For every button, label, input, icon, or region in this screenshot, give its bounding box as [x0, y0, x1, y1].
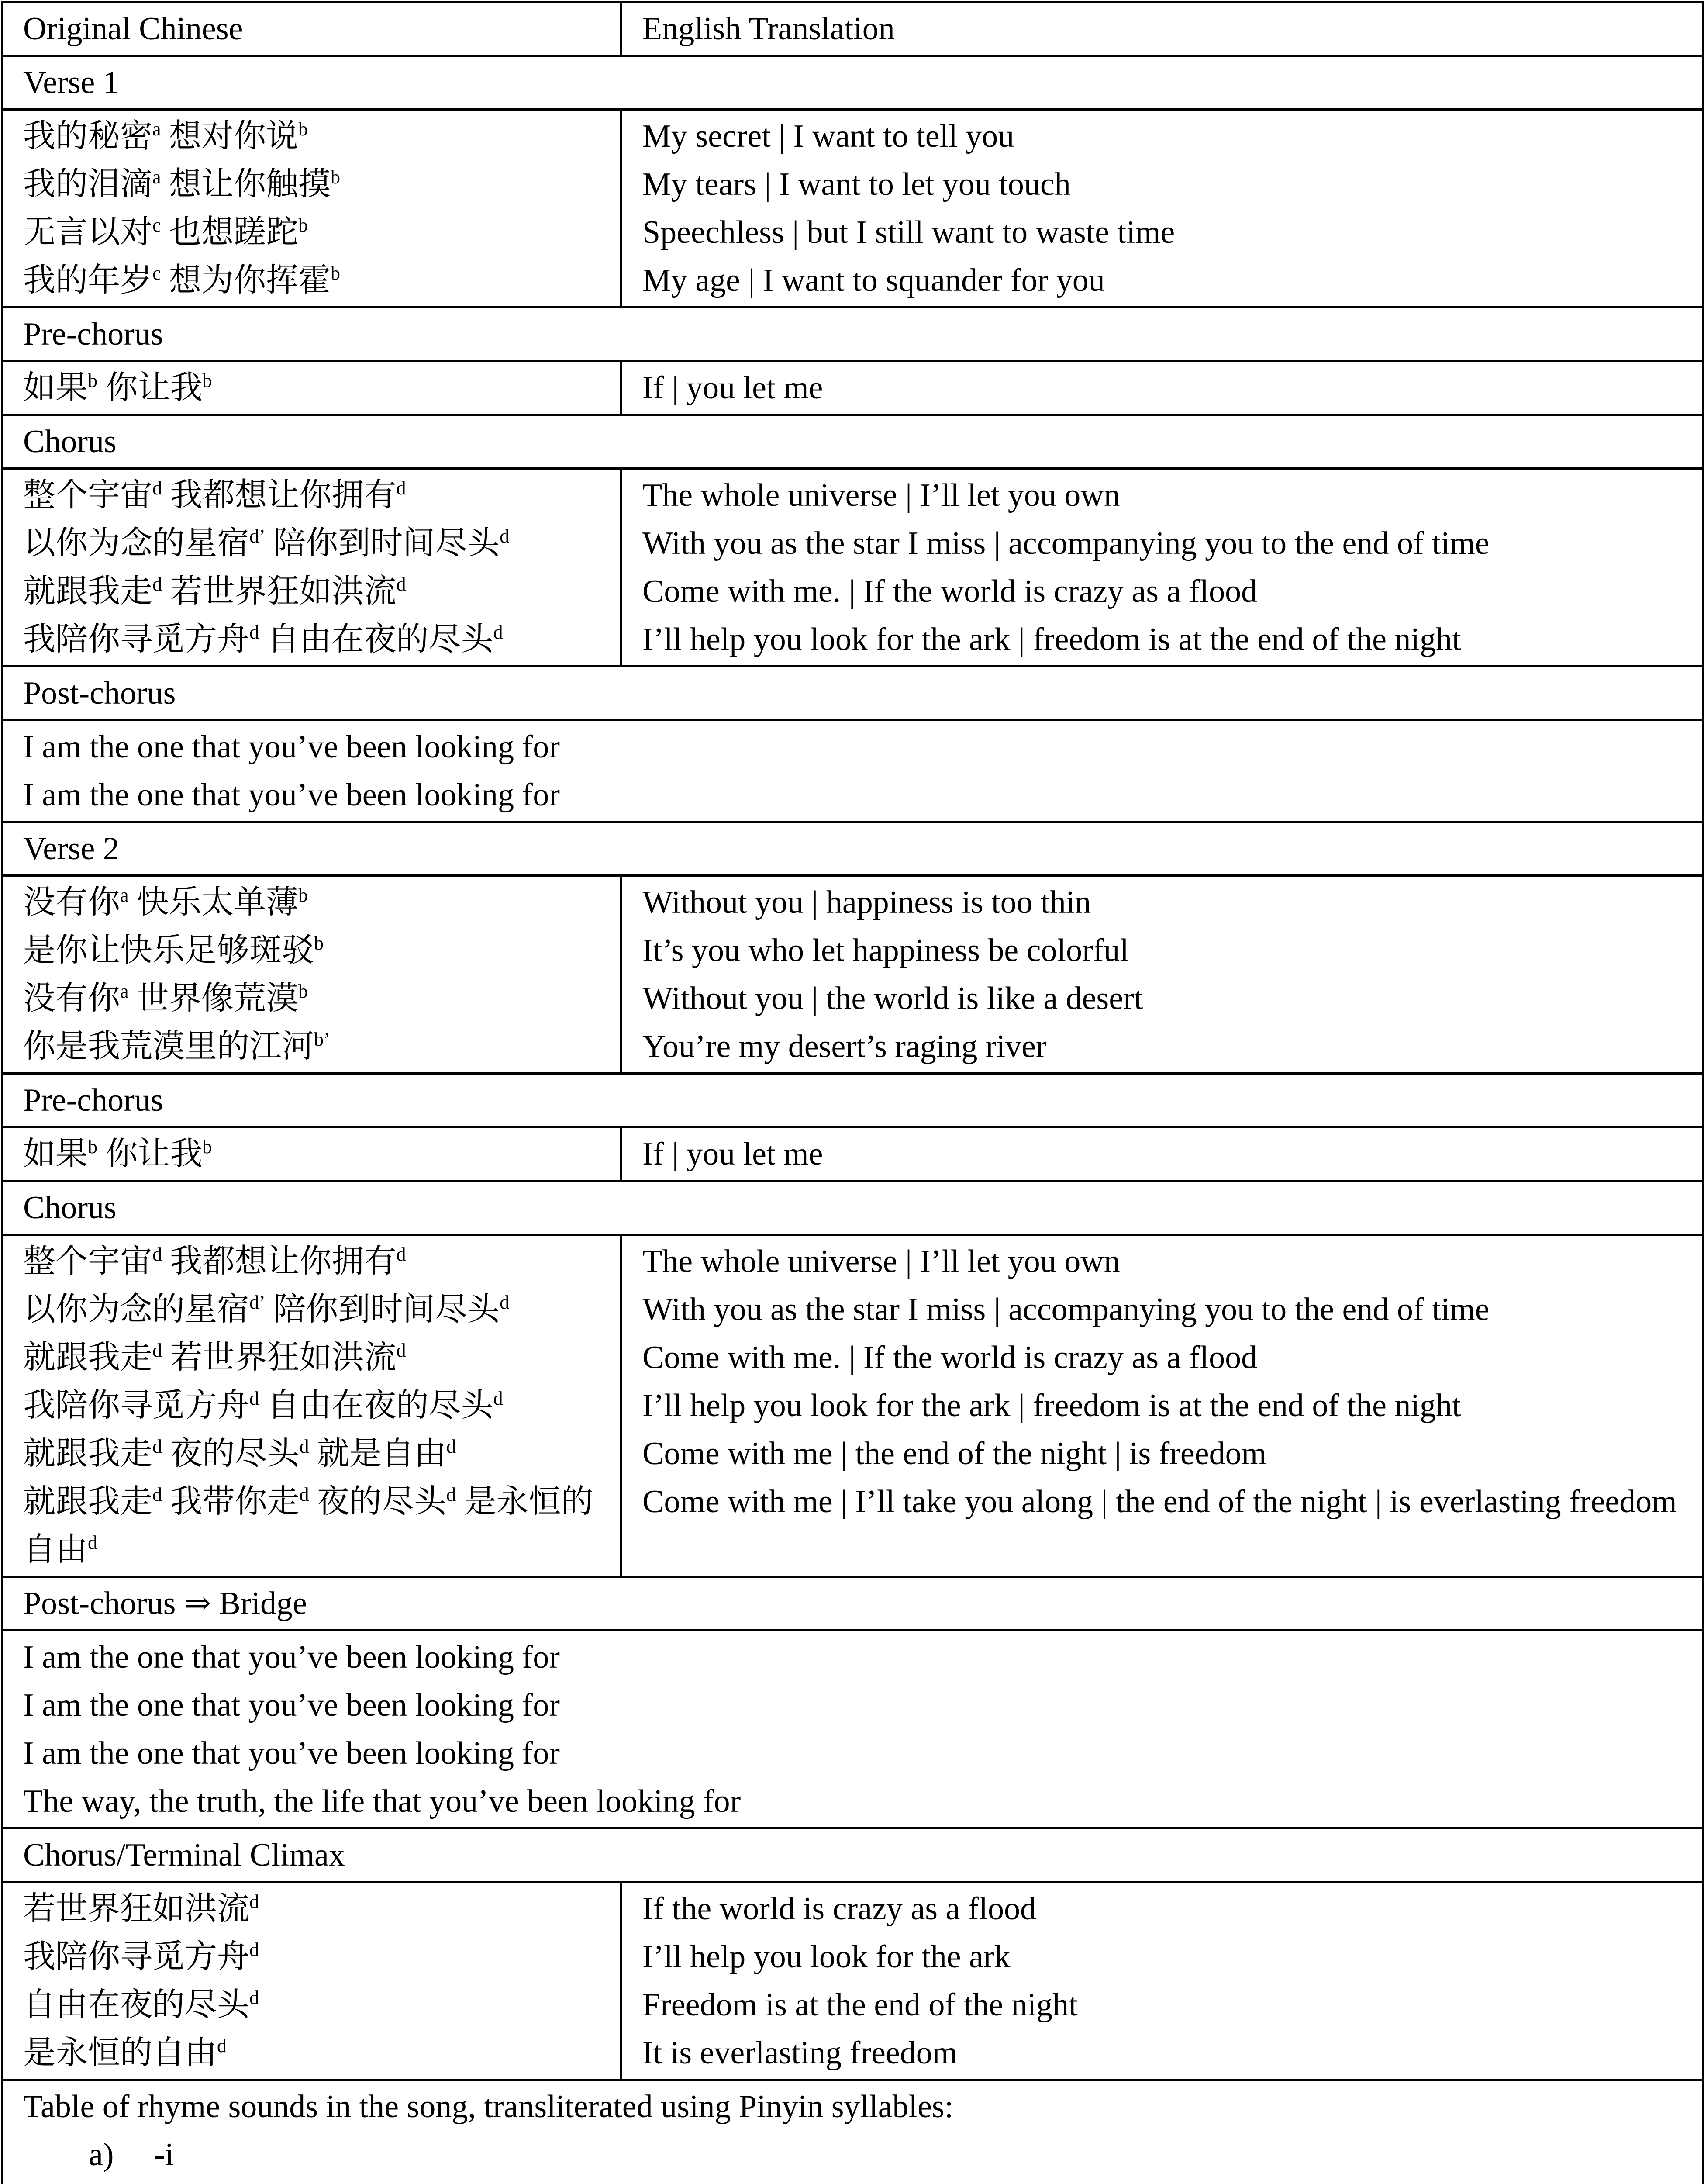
chinese-lyric-line: [23, 1382, 603, 1430]
section-content-row: [2, 876, 1704, 1074]
english-lyric-line: I’ll help you look for the ark | freedom is at the end of the night: [642, 622, 1461, 657]
section-title: Verse 1: [2, 56, 1704, 110]
section-content-row: [2, 720, 1704, 822]
rhyme-marker: b’: [314, 1029, 330, 1050]
lyric-text: 想让你触摸: [161, 166, 331, 202]
lyric-text: 夜的尽头: [162, 1436, 300, 1472]
rhyme-marker: d: [152, 1436, 162, 1457]
section-content-row: [2, 469, 1704, 667]
rhyme-marker: b: [331, 166, 341, 188]
lyric-text: 我陪你寻觅方舟: [23, 1939, 249, 1975]
chinese-lyrics-cell: [2, 1127, 621, 1181]
rhyme-marker: b: [298, 981, 308, 1002]
full-width-lyrics-cell: [2, 720, 1704, 822]
lyric-text: 以你为念的星宿: [23, 1292, 249, 1327]
english-lyric-line: Come with me. | If the world is crazy as a flood: [642, 574, 1258, 609]
english-lyric-line: I am the one that you’ve been looking for: [23, 1735, 560, 1771]
english-lyric-line: It’s you who let happiness be colorful: [642, 933, 1129, 968]
lyric-text: 陪你到时间尽头: [265, 525, 500, 561]
lyric-text: 没有你: [23, 885, 120, 920]
lyric-text: 就是自由: [309, 1436, 446, 1472]
section-title-row: [2, 822, 1704, 876]
chinese-lyrics-cell: [2, 110, 621, 308]
chinese-lyric-line: [23, 1478, 603, 1574]
english-lyric-line: You’re my desert’s raging river: [642, 1029, 1047, 1064]
chinese-lyric-line: [23, 1933, 603, 1981]
section-content-row: [2, 1631, 1704, 1828]
english-lyric-line: My tears | I want to let you touch: [642, 166, 1071, 202]
lyric-text: 以你为念的星宿: [23, 525, 249, 561]
rhyme-marker: d: [152, 1340, 162, 1361]
section-title: Pre-chorus: [2, 308, 1704, 361]
rhyme-marker: b: [298, 118, 308, 140]
rhyme-marker: c: [152, 214, 161, 236]
rhyme-marker: d: [217, 2035, 227, 2056]
lyric-text: 陪你到时间尽头: [265, 1292, 500, 1327]
lyric-text: 整个宇宙: [23, 477, 152, 513]
rhyme-marker: b: [298, 214, 308, 236]
chinese-lyric-line: [23, 112, 603, 160]
rhyme-marker: d: [299, 1436, 309, 1457]
chinese-lyrics-cell: [2, 469, 621, 667]
english-lyric-line: Come with me | I’ll take you along | the end of the night | is everlasting freedom: [642, 1484, 1677, 1520]
lyric-text: 没有你: [23, 981, 120, 1016]
english-lyric-line: With you as the star I miss | accompanying you to the end of time: [642, 1292, 1490, 1327]
rhyme-marker: b: [88, 1136, 97, 1158]
chinese-lyric-line: [23, 1334, 603, 1382]
lyric-text: 你是我荒漠里的江河: [23, 1029, 314, 1064]
chinese-lyrics-cell: [2, 1235, 621, 1577]
rhyme-marker: d: [299, 1484, 309, 1505]
lyric-text: 是永恒的自由: [23, 2035, 217, 2071]
rhyme-marker: d: [446, 1484, 456, 1505]
chinese-lyrics-cell: [2, 361, 621, 415]
header-row: [2, 2, 1704, 56]
section-content-row: [2, 110, 1704, 308]
lyric-text: 若世界狂如洪流: [23, 1891, 249, 1927]
english-lyrics-cell: [621, 1235, 1704, 1577]
lyrics-document: [0, 1, 1704, 2184]
lyrics-table: [1, 1, 1704, 2184]
english-lyric-line: Without you | happiness is too thin: [642, 885, 1091, 920]
header-original-chinese: Original Chinese: [2, 2, 621, 56]
rhyme-marker: b: [88, 370, 97, 391]
rhyme-key-intro: Table of rhyme sounds in the song, transliterated using Pinyin syllables:: [23, 2089, 954, 2125]
rhyme-key-list: [23, 2131, 1685, 2184]
english-lyric-line: Freedom is at the end of the night: [642, 1987, 1078, 2023]
rhyme-marker: b: [331, 263, 341, 284]
english-lyric-line: My secret | I want to tell you: [642, 118, 1014, 154]
rhyme-marker: d: [500, 1292, 510, 1313]
rhyme-marker: d: [152, 1244, 162, 1265]
lyric-text: 我的泪滴: [23, 166, 152, 202]
chinese-lyric-line: [23, 208, 603, 256]
english-lyrics-cell: [621, 469, 1704, 667]
rhyme-key-value: -i: [154, 2137, 174, 2173]
rhyme-marker: a: [152, 166, 161, 188]
section-title: Chorus: [2, 1181, 1704, 1235]
section-content-row: [2, 361, 1704, 415]
lyric-text: 自由在夜的尽头: [23, 1987, 249, 2023]
chinese-lyric-line: [23, 256, 603, 304]
lyric-text: 自由在夜的尽头: [259, 1388, 493, 1424]
english-lyrics-cell: [621, 361, 1704, 415]
lyric-text: 就跟我走: [23, 1340, 152, 1375]
rhyme-marker: d: [493, 622, 503, 643]
header-english-translation: English Translation: [621, 2, 1704, 56]
rhyme-marker: d: [396, 477, 406, 499]
chinese-lyric-line: [23, 1981, 603, 2029]
english-lyrics-cell: [621, 110, 1704, 308]
rhyme-key-label: [89, 2179, 154, 2184]
lyric-text: 就跟我走: [23, 574, 152, 609]
chinese-lyric-line: [23, 1130, 603, 1178]
chinese-lyric-line: [23, 519, 603, 567]
rhyme-marker: d’: [249, 525, 266, 547]
section-title: Post-chorus ⇒ Bridge: [2, 1577, 1704, 1631]
english-lyric-line: I am the one that you’ve been looking for: [23, 729, 560, 765]
section-title: Post-chorus: [2, 667, 1704, 720]
rhyme-marker: d: [152, 477, 162, 499]
english-lyric-line: If the world is crazy as a flood: [642, 1891, 1037, 1927]
rhyme-marker: d: [446, 1436, 456, 1457]
chinese-lyric-line: [23, 160, 603, 208]
english-lyric-line: I’ll help you look for the ark | freedom is at the end of the night: [642, 1388, 1461, 1424]
english-lyric-line: Come with me. | If the world is crazy as a flood: [642, 1340, 1258, 1375]
rhyme-marker: b: [202, 1136, 212, 1158]
lyric-text: 快乐太单薄: [128, 885, 299, 920]
lyric-text: 我都想让你拥有: [162, 477, 397, 513]
section-title: Pre-chorus: [2, 1074, 1704, 1127]
rhyme-marker: a: [120, 981, 129, 1002]
section-title-row: [2, 667, 1704, 720]
section-title-row: [2, 415, 1704, 469]
rhyme-marker: d: [396, 1340, 406, 1361]
chinese-lyric-line: [23, 615, 603, 663]
english-lyric-line: My age | I want to squander for you: [642, 263, 1105, 298]
rhyme-marker: d: [249, 622, 259, 643]
full-width-lyrics-cell: [2, 1631, 1704, 1828]
chinese-lyric-line: [23, 364, 603, 412]
english-lyric-line: If | you let me: [642, 370, 823, 406]
lyric-text: 你让我: [97, 370, 203, 406]
section-title: Verse 2: [2, 822, 1704, 876]
lyric-text: 想为你挥霍: [161, 263, 331, 298]
english-lyric-line: It is everlasting freedom: [642, 2035, 958, 2071]
english-lyric-line: Come with me | the end of the night | is freedom: [642, 1436, 1267, 1472]
chinese-lyric-line: [23, 1286, 603, 1334]
rhyme-marker: d: [493, 1388, 503, 1409]
english-lyric-line: I am the one that you’ve been looking for: [23, 1639, 560, 1675]
section-title: Chorus/Terminal Climax: [2, 1828, 1704, 1882]
rhyme-marker: c: [152, 263, 161, 284]
lyric-text: 若世界狂如洪流: [162, 1340, 397, 1375]
rhyme-marker: b: [314, 933, 324, 954]
lyric-text: 我的年岁: [23, 263, 152, 298]
english-lyric-line: The whole universe | I’ll let you own: [642, 477, 1120, 513]
rhyme-marker: d: [249, 1939, 259, 1960]
chinese-lyric-line: [23, 926, 603, 975]
lyric-text: 如果: [23, 1136, 88, 1172]
section-title-row: [2, 1181, 1704, 1235]
lyric-text: 如果: [23, 370, 88, 406]
lyric-text: 夜的尽头: [309, 1484, 446, 1520]
lyric-text: 想对你说: [161, 118, 299, 154]
lyric-text: 无言以对: [23, 214, 152, 250]
rhyme-marker: d: [88, 1532, 97, 1553]
chinese-lyric-line: [23, 1885, 603, 1933]
lyrics-table-body: [2, 2, 1704, 2184]
rhyme-marker: d: [152, 1484, 162, 1505]
english-lyrics-cell: [621, 1127, 1704, 1181]
chinese-lyric-line: [23, 878, 603, 926]
lyric-text: 我陪你寻觅方舟: [23, 622, 249, 657]
chinese-lyric-line: [23, 471, 603, 519]
lyric-text: 就跟我走: [23, 1484, 152, 1520]
english-lyric-line: If | you let me: [642, 1136, 823, 1172]
english-lyric-line: Without you | the world is like a desert: [642, 981, 1143, 1016]
rhyme-marker: d: [249, 1388, 259, 1409]
chinese-lyric-line: [23, 2029, 603, 2077]
lyric-text: 整个宇宙: [23, 1244, 152, 1279]
lyric-text: 你让我: [97, 1136, 203, 1172]
rhyme-marker: d: [396, 1244, 406, 1265]
lyric-text: 是永恒的自由: [23, 1484, 593, 1568]
rhyme-marker: d: [249, 1891, 259, 1912]
rhyme-marker: b: [298, 885, 308, 906]
english-lyrics-cell: [621, 876, 1704, 1074]
chinese-lyric-line: [23, 1237, 603, 1286]
english-lyrics-cell: [621, 1882, 1704, 2080]
section-content-row: [2, 1882, 1704, 2080]
lyric-text: 世界像荒漠: [128, 981, 299, 1016]
lyric-text: 也想蹉跎: [161, 214, 299, 250]
rhyme-marker: d: [249, 1987, 259, 2008]
section-title-row: [2, 308, 1704, 361]
chinese-lyric-line: [23, 1023, 603, 1071]
rhyme-key-cell: [2, 2080, 1704, 2184]
lyric-text: 我的秘密: [23, 118, 152, 154]
chinese-lyric-line: [23, 975, 603, 1023]
english-lyric-line: Speechless | but I still want to waste time: [642, 214, 1175, 250]
lyric-text: 是你让快乐足够斑驳: [23, 933, 314, 968]
english-lyric-line: The way, the truth, the life that you’ve been looking for: [23, 1783, 741, 1819]
chinese-lyrics-cell: [2, 1882, 621, 2080]
section-title-row: [2, 1828, 1704, 1882]
section-title: Chorus: [2, 415, 1704, 469]
lyric-text: 我带你走: [162, 1484, 300, 1520]
rhyme-marker: d’: [249, 1292, 266, 1313]
chinese-lyric-line: [23, 1430, 603, 1478]
english-lyric-line: With you as the star I miss | accompanying you to the end of time: [642, 525, 1490, 561]
english-lyric-line: I am the one that you’ve been looking for: [23, 777, 560, 813]
lyric-text: 若世界狂如洪流: [162, 574, 397, 609]
lyric-text: 我都想让你拥有: [162, 1244, 397, 1279]
section-title-row: [2, 1577, 1704, 1631]
english-lyric-line: I am the one that you’ve been looking for: [23, 1687, 560, 1723]
section-title-row: [2, 1074, 1704, 1127]
lyric-text: 就跟我走: [23, 1436, 152, 1472]
rhyme-key-row: [2, 2080, 1704, 2184]
lyric-text: 自由在夜的尽头: [259, 622, 493, 657]
english-lyric-line: The whole universe | I’ll let you own: [642, 1244, 1120, 1279]
rhyme-marker: b: [202, 370, 212, 391]
section-title-row: [2, 56, 1704, 110]
rhyme-marker: a: [120, 885, 129, 906]
rhyme-key-item: [23, 2131, 1685, 2179]
section-content-row: [2, 1235, 1704, 1577]
rhyme-marker: a: [152, 118, 161, 140]
chinese-lyrics-cell: [2, 876, 621, 1074]
chinese-lyric-line: [23, 567, 603, 615]
rhyme-marker: d: [152, 574, 162, 595]
section-content-row: [2, 1127, 1704, 1181]
rhyme-key-label: a): [89, 2137, 114, 2173]
rhyme-key-item: [23, 2179, 1685, 2184]
rhyme-marker: d: [500, 525, 510, 547]
lyric-text: 我陪你寻觅方舟: [23, 1388, 249, 1424]
rhyme-marker: d: [396, 574, 406, 595]
english-lyric-line: I’ll help you look for the ark: [642, 1939, 1011, 1975]
